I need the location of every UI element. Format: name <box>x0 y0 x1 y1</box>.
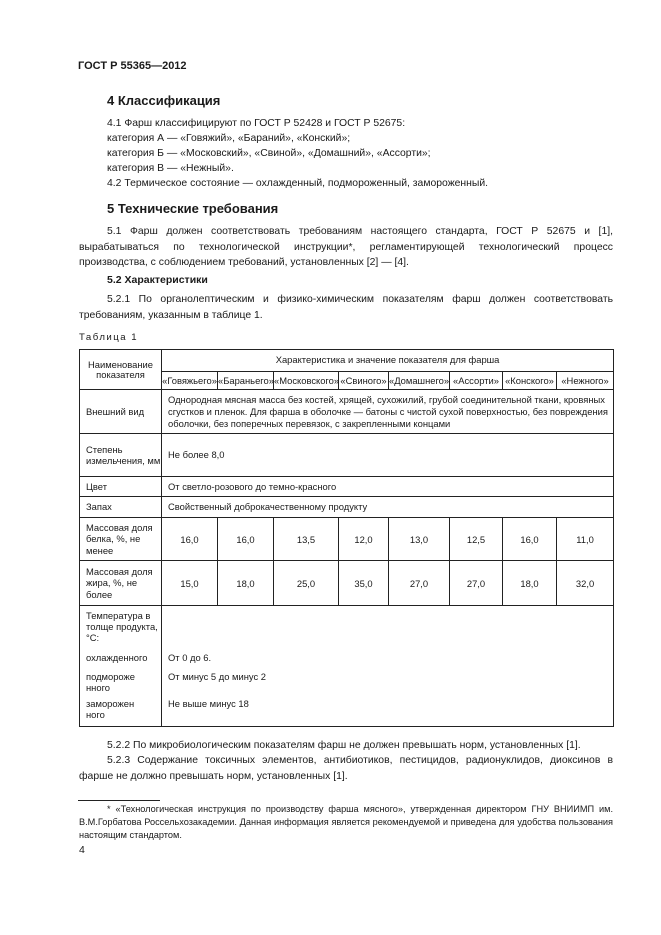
temp-label-semi-frozen: подмороженного <box>80 668 162 697</box>
fat-value: 15,0 <box>162 561 218 606</box>
appearance-value: Однородная мясная масса без костей, хрящей, сухожилий, грубой соединительной ткани, кровяных сгустков и пленок. Для фарша в оболочке — батоны с чистой сухой поверхностью, без повреждения оболочки, без поперечных перевязок, с закрепленными концами <box>162 390 614 434</box>
group-header: Характеристика и значение показателя для фарша <box>162 350 614 372</box>
characteristics-table <box>79 349 614 727</box>
protein-value: 16,0 <box>218 518 274 561</box>
temp-label-frozen: замороженного <box>80 697 162 727</box>
section-4-line-2: категория А — «Говяжий», «Бараний», «Конский»; <box>107 133 351 144</box>
row-label-grinding: Степень измельчения, мм <box>80 434 162 477</box>
smell-value: Свойственный доброкачественному продукту <box>162 497 614 518</box>
temp-value-semi-frozen: От минус 5 до минус 2 <box>162 668 614 697</box>
protein-value: 16,0 <box>503 518 557 561</box>
brand-header: «Конского» <box>503 371 557 389</box>
temp-value-chilled: От 0 до 6. <box>162 648 614 668</box>
brand-header: «Нежного» <box>557 371 614 389</box>
color-value: От светло-розового до темно-красного <box>162 477 614 497</box>
grinding-value: Не более 8,0 <box>162 434 614 477</box>
fat-value: 32,0 <box>557 561 614 606</box>
col-header-indicator: Наименование показателя <box>80 350 162 390</box>
fat-value: 25,0 <box>274 561 339 606</box>
protein-value: 16,0 <box>162 518 218 561</box>
section-5-2-title: 5.2 Характеристики <box>107 274 208 286</box>
section-5-2-1-paragraph: 5.2.1 По органолептическим и физико-химическим показателям фарш должен соответствовать требованиям, указанным в таблице 1. <box>79 294 613 321</box>
temp-value-frozen: Не выше минус 18 <box>162 697 614 727</box>
row-label-smell: Запах <box>80 497 162 518</box>
section-4-line-5: 4.2 Термическое состояние — охлажденный, подмороженный, замороженный. <box>107 178 489 189</box>
fat-value: 18,0 <box>218 561 274 606</box>
row-label-protein: Массовая доля белка, %, не менее <box>80 518 162 561</box>
fat-value: 27,0 <box>389 561 450 606</box>
section-5-1-paragraph: 5.1 Фарш должен соответствовать требованиям настоящего стандарта, ГОСТ Р 52675 и [1], вырабатываться по технологической инструкции*, регламентирующей технологический процесс производства, с соблюдением требований, установленных [2] — [4]. <box>79 226 613 268</box>
brand-header: «Московского» <box>274 371 339 389</box>
section-5-2-2-paragraph: 5.2.2 По микробиологическим показателям фарш не должен превышать норм, установленных [1]. <box>107 740 581 751</box>
brand-header: «Говяжьего» <box>162 371 218 389</box>
row-label-temperature: Температура в толще продукта, °С: <box>80 606 162 648</box>
protein-value: 13,5 <box>274 518 339 561</box>
row-label-appearance: Внешний вид <box>80 390 162 434</box>
protein-value: 12,0 <box>339 518 389 561</box>
page-number: 4 <box>79 844 85 856</box>
row-label-color: Цвет <box>80 477 162 497</box>
section-5-2-3-paragraph: 5.2.3 Содержание токсичных элементов, антибиотиков, пестицидов, радионуклидов, диоксинов в фарше не должно превышать норм, установленных [1]. <box>79 755 613 782</box>
row-label-fat: Массовая доля жира, %, не более <box>80 561 162 606</box>
fat-value: 18,0 <box>503 561 557 606</box>
brand-header: «Ассорти» <box>450 371 503 389</box>
brand-header: «Свиного» <box>339 371 389 389</box>
temperature-blank <box>162 606 614 648</box>
brand-header: «Бараньего» <box>218 371 274 389</box>
footnote: * «Технологическая инструкция по производству фарша мясного», утвержденная директором ГНУ ВНИИМП им. В.М.Горбатова Россельхозакадемии. Данная информация является рекомендуемой и приведена для удобства пользования настоящим стандартом. <box>79 804 613 840</box>
fat-value: 27,0 <box>450 561 503 606</box>
fat-value: 35,0 <box>339 561 389 606</box>
section-4-line-3: категория Б — «Московский», «Свиной», «Домашний», «Ассорти»; <box>107 148 431 159</box>
brand-header: «Домашнего» <box>389 371 450 389</box>
section-5-title: 5 Технические требования <box>107 201 279 216</box>
protein-value: 13,0 <box>389 518 450 561</box>
footnote-divider <box>78 800 160 801</box>
table-caption: Таблица 1 <box>79 332 139 343</box>
temp-label-chilled: охлажденного <box>80 648 162 668</box>
section-4-line-1: 4.1 Фарш классифицируют по ГОСТ Р 52428 и ГОСТ Р 52675: <box>107 118 406 129</box>
document-header: ГОСТ Р 55365—2012 <box>78 60 187 72</box>
section-4-line-4: категория В — «Нежный». <box>107 163 234 174</box>
section-4-title: 4 Классификация <box>107 93 221 108</box>
protein-value: 11,0 <box>557 518 614 561</box>
protein-value: 12,5 <box>450 518 503 561</box>
